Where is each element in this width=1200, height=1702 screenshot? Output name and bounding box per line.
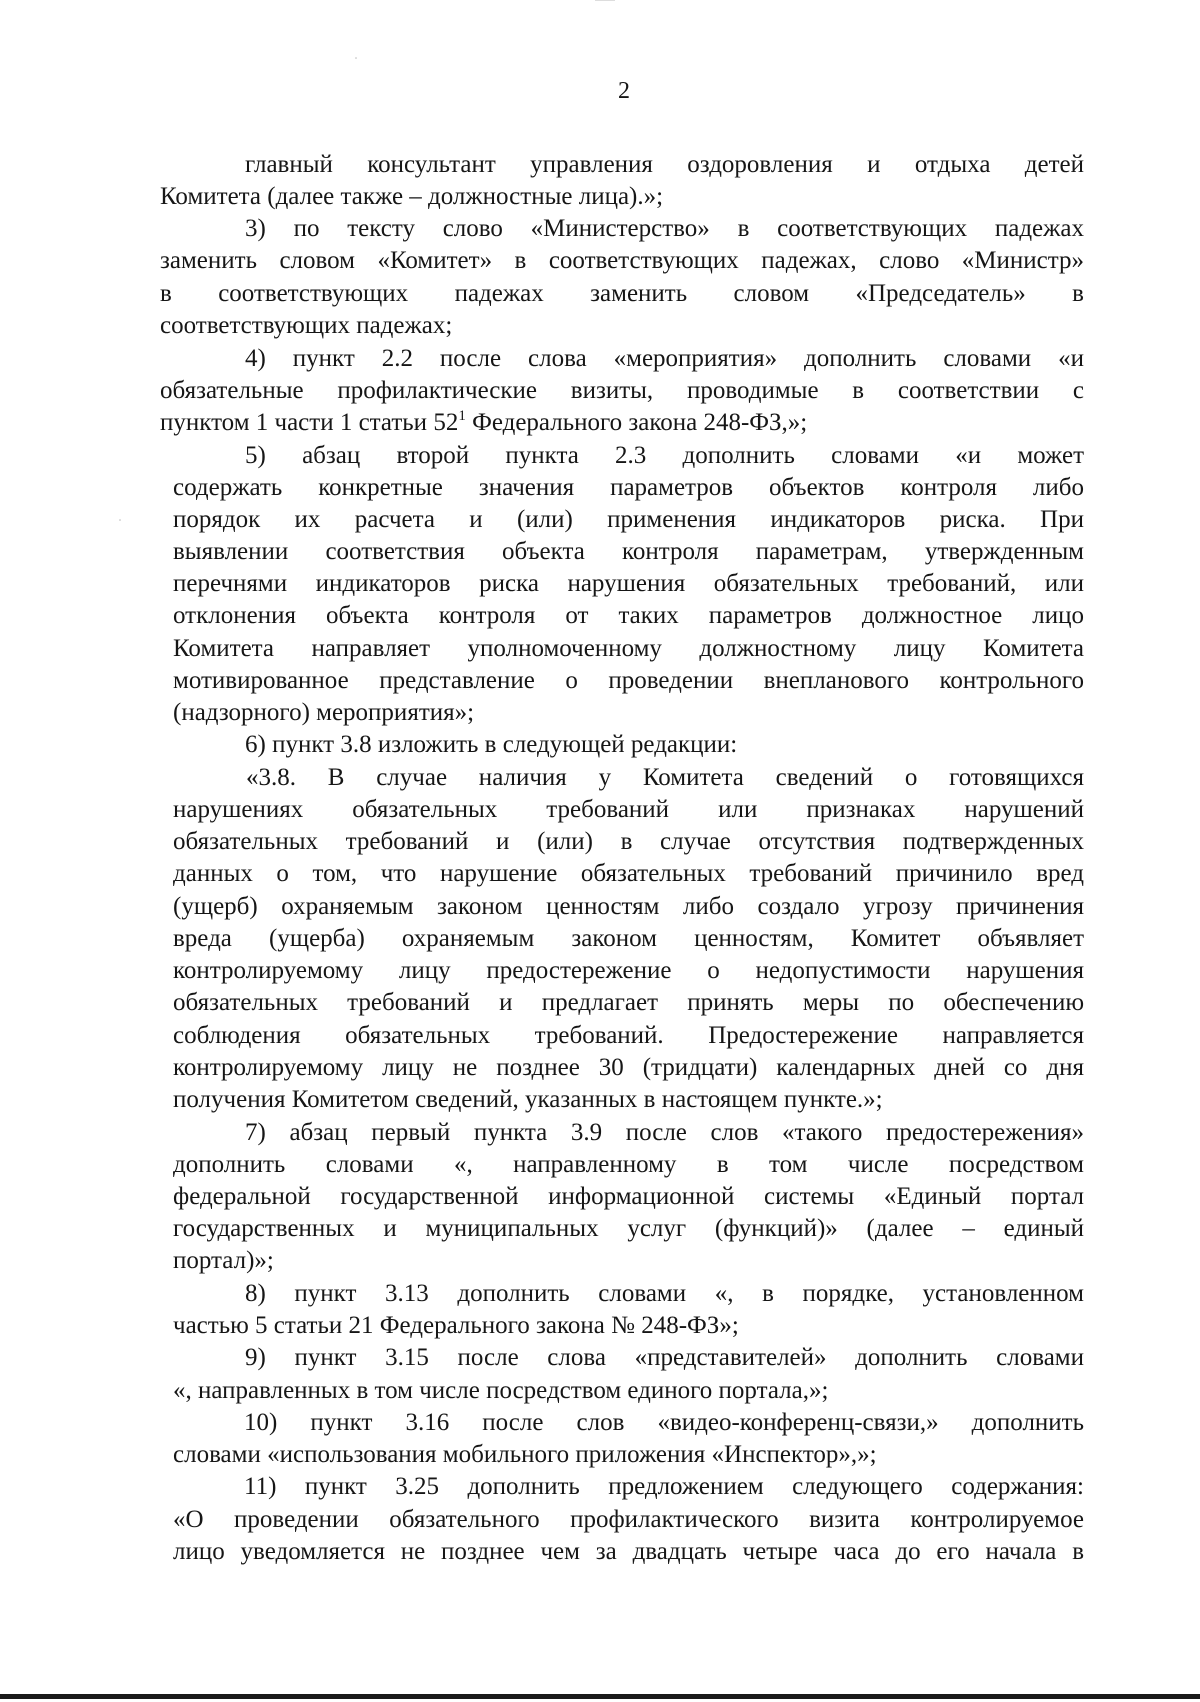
text-line: мотивированное представление о проведении внепланового контрольного bbox=[173, 667, 1084, 694]
text-line: 6) пункт 3.8 изложить в следующей редакции: bbox=[245, 731, 738, 758]
text-line: 9) пункт 3.15 после слова «представителей» дополнить словами bbox=[245, 1344, 1084, 1371]
text-line: 11) пункт 3.25 дополнить предложением следующего содержания: bbox=[244, 1473, 1084, 1500]
text-line: Комитета направляет уполномоченному должностному лицу Комитета bbox=[173, 635, 1084, 662]
text-line: частью 5 статьи 21 Федерального закона № 248-ФЗ»; bbox=[173, 1312, 739, 1339]
text-line: дополнить словами «, направленному в том числе посредством bbox=[173, 1151, 1084, 1178]
text-line: данных о том, что нарушение обязательных требований причинило вред bbox=[173, 860, 1084, 887]
text-line: «О проведении обязательного профилактического визита контролируемое bbox=[173, 1506, 1084, 1533]
text-line: соответствующих падежах; bbox=[160, 312, 453, 339]
text-line: перечнями индикаторов риска нарушения обязательных требований, или bbox=[173, 570, 1084, 597]
text-line: 3) по тексту слово «Министерство» в соответствующих падежах bbox=[245, 215, 1084, 242]
text-line: портал)»; bbox=[173, 1247, 274, 1274]
text-line: (ущерб) охраняемым законом ценностям либо создало угрозу причинения bbox=[173, 893, 1084, 920]
text-line: федеральной государственной информационной системы «Единый портал bbox=[173, 1183, 1084, 1210]
text-line: обязательные профилактические визиты, проводимые в соответствии с bbox=[160, 377, 1084, 404]
text-line: (надзорного) мероприятия»; bbox=[173, 699, 475, 726]
text-line: выявлении соответствия объекта контроля параметрам, утвержденным bbox=[173, 538, 1084, 565]
text-line: контролируемому лицу предостережение о недопустимости нарушения bbox=[173, 957, 1084, 984]
text-line: 5) абзац второй пункта 2.3 дополнить словами «и может bbox=[245, 442, 1084, 469]
text-line: государственных и муниципальных услуг (функций)» (далее – единый bbox=[173, 1215, 1084, 1242]
text-line: обязательных требований и (или) в случае отсутствия подтвержденных bbox=[173, 828, 1084, 855]
page-number: 2 bbox=[618, 78, 630, 104]
superscript: 1 bbox=[458, 408, 466, 424]
scan-edge-bar bbox=[0, 1694, 1200, 1699]
text-line: лицо уведомляется не позднее чем за двадцать четыре часа до его начала в bbox=[173, 1538, 1084, 1565]
text-line: «3.8. В случае наличия у Комитета сведений о готовящихся bbox=[246, 764, 1084, 791]
text-fragment: пунктом 1 части 1 статьи 52 bbox=[160, 409, 459, 436]
text-fragment: Федерального закона 248-ФЗ,»; bbox=[465, 409, 808, 436]
text-line: 10) пункт 3.16 после слов «видео-конференц-связи,» дополнить bbox=[244, 1409, 1084, 1436]
text-line: содержать конкретные значения параметров объектов контроля либо bbox=[173, 474, 1084, 501]
text-line: словами «использования мобильного приложения «Инспектор»,»; bbox=[173, 1441, 877, 1468]
text-line: Комитета (далее также – должностные лица).»; bbox=[160, 183, 664, 210]
text-line: главный консультант управления оздоровления и отдыха детей bbox=[245, 151, 1084, 178]
text-line: порядок их расчета и (или) применения индикаторов риска. При bbox=[173, 506, 1084, 533]
text-line: соблюдения обязательных требований. Предостережение направляется bbox=[173, 1022, 1084, 1049]
text-line: в соответствующих падежах заменить словом «Председатель» в bbox=[160, 280, 1084, 307]
text-line: «, направленных в том числе посредством единого портала,»; bbox=[173, 1377, 829, 1404]
text-line: заменить словом «Комитет» в соответствующих падежах, слово «Министр» bbox=[160, 247, 1084, 274]
text-line: обязательных требований и предлагает принять меры по обеспечению bbox=[173, 989, 1084, 1016]
text-line: нарушениях обязательных требований или признаках нарушений bbox=[173, 796, 1084, 823]
text-line: 8) пункт 3.13 дополнить словами «, в порядке, установленном bbox=[245, 1280, 1084, 1307]
text-line: 7) абзац первый пункта 3.9 после слов «такого предостережения» bbox=[245, 1119, 1084, 1146]
text-line: вреда (ущерба) охраняемым законом ценностям, Комитет объявляет bbox=[173, 925, 1084, 952]
text-line: получения Комитетом сведений, указанных в настоящем пункте.»; bbox=[173, 1086, 883, 1113]
text-line: отклонения объекта контроля от таких параметров должностное лицо bbox=[173, 602, 1084, 629]
text-line: контролируемому лицу не позднее 30 (тридцати) календарных дней со дня bbox=[173, 1054, 1084, 1081]
text-line: 4) пункт 2.2 после слова «мероприятия» дополнить словами «и bbox=[245, 345, 1084, 372]
